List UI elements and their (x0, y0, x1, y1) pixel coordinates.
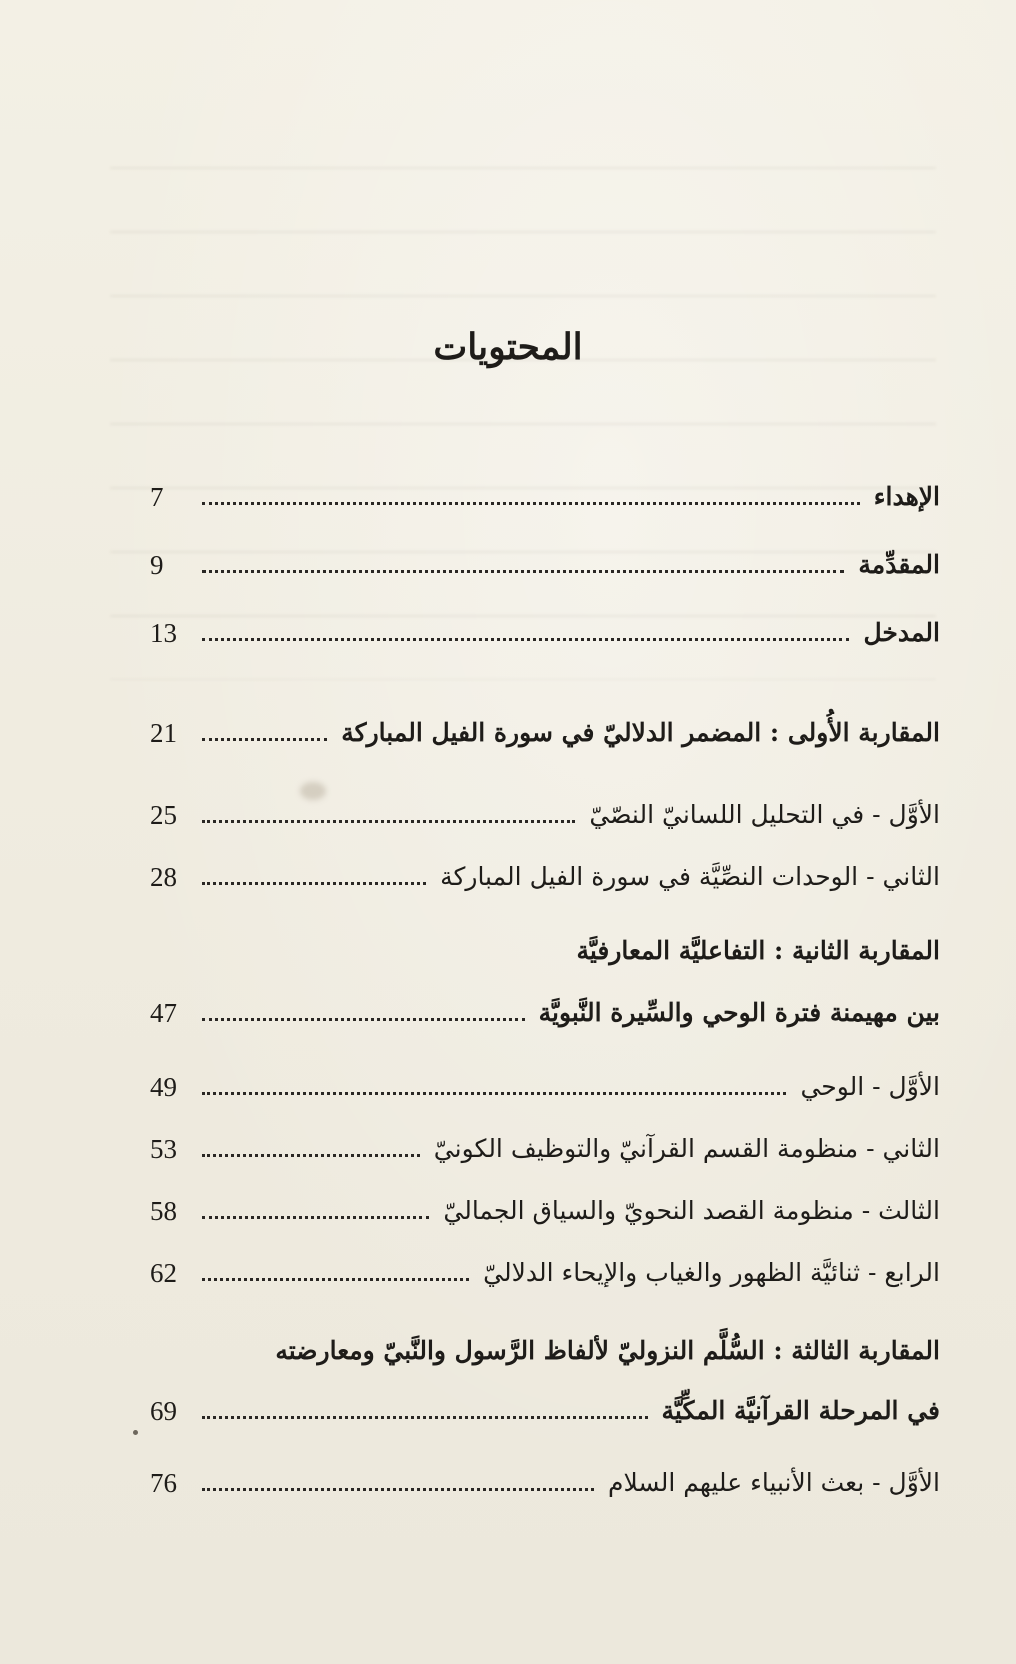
toc-entry-introduction[interactable] (150, 548, 940, 582)
leader-dots (202, 502, 860, 505)
toc-entry-label: في المرحلة القرآنيَّة المكِّيَّة (661, 1396, 940, 1425)
toc-entry-2-fourth[interactable] (150, 1256, 940, 1290)
toc-page-number: 9 (150, 550, 164, 580)
toc-entry-2-first[interactable] (150, 1070, 940, 1104)
toc-entry-2-third[interactable] (150, 1194, 940, 1228)
toc-page-number: 53 (150, 1134, 177, 1164)
toc-entry-dedication[interactable] (150, 480, 940, 514)
toc-page-number: 7 (150, 482, 164, 512)
toc-entry-approach-3[interactable] (150, 1394, 940, 1428)
toc-heading-approach-2: المقاربة الثانية : التفاعليَّة المعارفيَّة (576, 936, 940, 965)
toc-page-number: 69 (150, 1396, 177, 1426)
toc-entry-preface[interactable] (150, 616, 940, 650)
toc-page-number: 28 (150, 862, 177, 892)
toc-entry-label: الرابع - ثنائيَّة الظهور والغياب والإيحاء الدلاليّ (483, 1258, 940, 1287)
leader-dots (202, 1154, 420, 1157)
toc-page-number: 58 (150, 1196, 177, 1226)
toc-entry-label: المقدِّمة (858, 550, 940, 579)
toc-entry-label: بين مهيمنة فترة الوحي والسِّيرة النَّبويَّة (538, 998, 940, 1027)
show-through-text (110, 120, 936, 680)
leader-dots (202, 638, 849, 641)
toc-entry-label: الثالث - منظومة القصد النحويّ والسياق الجماليّ (443, 1196, 940, 1225)
toc-entry-label: الثاني - منظومة القسم القرآنيّ والتوظيف الكونيّ (433, 1134, 940, 1163)
toc-entry-approach-1[interactable] (150, 716, 940, 750)
toc-page-number: 76 (150, 1468, 177, 1498)
toc-page-number: 21 (150, 718, 177, 748)
leader-dots (202, 1488, 594, 1491)
page-title: المحتويات (433, 326, 583, 368)
toc-entry-label: المدخل (863, 618, 940, 647)
toc-heading-approach-3: المقاربة الثالثة : السُّلَّم النزوليّ لألفاظ الرَّسول والنَّبيّ ومعارضته (275, 1336, 940, 1365)
toc-entry-label: المقاربة الأُولى : المضمر الدلاليّ في سورة الفيل المباركة (341, 718, 940, 747)
leader-dots (202, 1018, 525, 1021)
toc-entry-1-second[interactable] (150, 860, 940, 894)
toc-entry-label: الأوَّل - في التحليل اللسانيّ النصّيّ (589, 800, 940, 829)
leader-dots (202, 1092, 786, 1095)
leader-dots (202, 1216, 429, 1219)
toc-entry-1-first[interactable] (150, 798, 940, 832)
toc-entry-label: الإهداء (873, 482, 940, 511)
toc-entry-label: الأوَّل - بعث الأنبياء عليهم السلام (608, 1468, 940, 1497)
leader-dots (202, 570, 844, 573)
toc-entry-3-first[interactable] (150, 1466, 940, 1500)
paper-speck (133, 1430, 138, 1435)
toc-entry-label: الثاني - الوحدات النصِّيَّة في سورة الفيل المباركة (440, 862, 940, 891)
toc-page-number: 47 (150, 998, 177, 1028)
leader-dots (202, 738, 327, 741)
leader-dots (202, 882, 426, 885)
leader-dots (202, 1416, 648, 1419)
toc-entry-label: الأوَّل - الوحي (800, 1072, 940, 1101)
leader-dots (202, 820, 575, 823)
toc-entry-approach-2[interactable] (150, 996, 940, 1030)
toc-page-number: 13 (150, 618, 177, 648)
toc-entry-2-second[interactable] (150, 1132, 940, 1166)
toc-page-number: 62 (150, 1258, 177, 1288)
toc-page-number: 49 (150, 1072, 177, 1102)
leader-dots (202, 1278, 469, 1281)
toc-page-number: 25 (150, 800, 177, 830)
